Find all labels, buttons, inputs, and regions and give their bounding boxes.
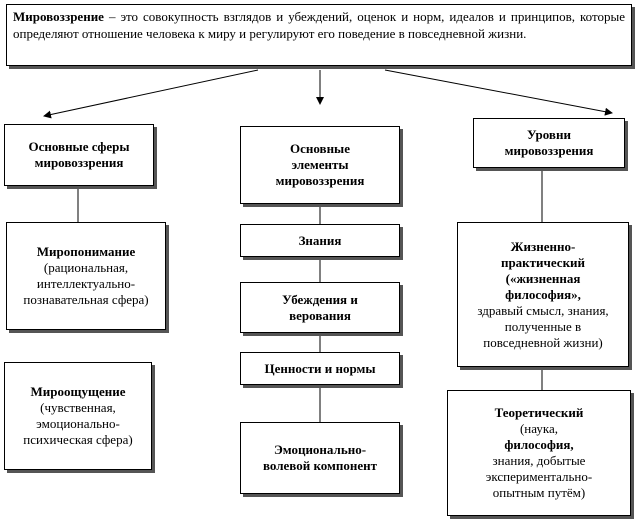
level-item-practical — [457, 222, 629, 367]
level-item-practical-detail-a: («жизненная философия», — [505, 270, 581, 302]
level-item-theoretical-title: Теоретический — [494, 405, 584, 420]
level-item-theoretical-detail-bold: философия, — [504, 437, 574, 452]
definition-text: – это совокупность взглядов и убеждений, оценок и норм, идеалов и принципов, которые определяют отношение человека к миру и регулируют его поведение в повседневной жизни. — [13, 9, 625, 41]
element-item-knowledge-label: Знания — [298, 232, 342, 248]
arrow-to-levels — [385, 70, 612, 113]
element-item-emotional — [240, 422, 400, 494]
element-item-values-label: Ценности и нормы — [264, 360, 376, 376]
element-item-emotional-label: Эмоционально-волевой компонент — [262, 442, 378, 473]
level-item-practical-title: Жизненно-практический — [500, 238, 586, 270]
element-item-beliefs-label: Убеждения и верования — [282, 291, 358, 323]
level-item-theoretical-detail-a: (наука, — [519, 421, 559, 436]
spheres-title: Основные сферы мировоззрения — [28, 139, 130, 170]
elements-title-box — [240, 126, 400, 204]
sphere-item-understanding-title: Миропонимание — [36, 244, 136, 259]
sphere-item-understanding-detail: (рациональная, интеллектуально-познавательная сфера) — [23, 260, 149, 307]
element-item-knowledge — [240, 224, 400, 257]
sphere-item-feeling-detail: (чувственная, эмоционально-психическая сфера) — [23, 400, 133, 447]
level-item-theoretical-detail-b: знания, добытые экспериментально-опытным путём) — [485, 453, 593, 500]
arrow-to-spheres — [44, 70, 258, 116]
sphere-item-feeling — [4, 362, 152, 470]
element-item-values — [240, 352, 400, 385]
elements-title: Основные элементы мировоззрения — [275, 141, 365, 188]
element-item-beliefs — [240, 282, 400, 333]
sphere-item-feeling-title: Мироощущение — [30, 384, 126, 399]
sphere-item-understanding — [6, 222, 166, 330]
definition-box — [6, 4, 632, 66]
definition-term: Мировоззрение — [13, 9, 104, 24]
level-item-theoretical — [447, 390, 631, 516]
levels-title: Уровни мировоззрения — [504, 127, 594, 158]
levels-title-box — [473, 118, 625, 168]
level-item-practical-detail-b: здравый смысл, знания, полученные в повседневной жизни) — [477, 302, 609, 350]
spheres-title-box — [4, 124, 154, 186]
